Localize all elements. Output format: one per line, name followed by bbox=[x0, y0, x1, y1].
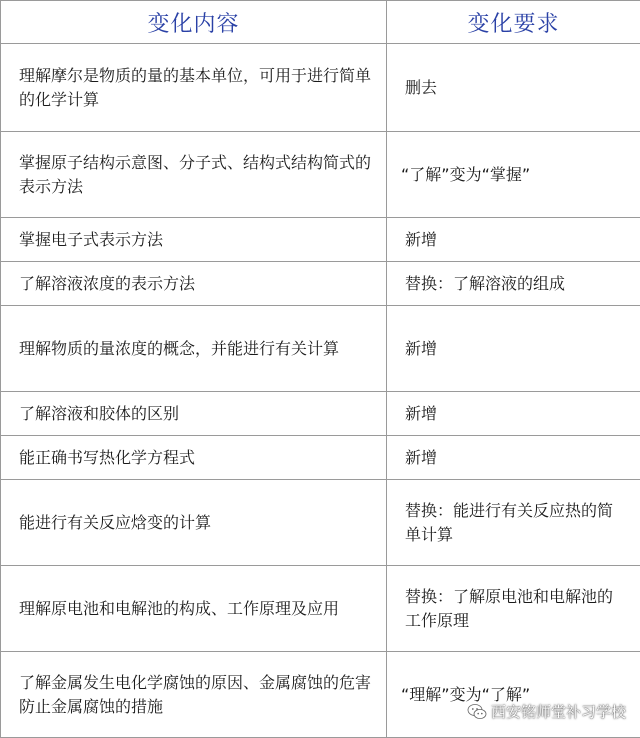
row-content: 理解原电池和电解池的构成、工作原理及应用 bbox=[1, 566, 387, 652]
row-requirement: “理解”变为“了解” bbox=[387, 652, 640, 738]
wechat-icon bbox=[467, 703, 487, 721]
row-content: 理解摩尔是物质的量的基本单位，可用于进行简单的化学计算 bbox=[1, 44, 387, 132]
row-requirement: 新增 bbox=[387, 436, 640, 480]
table-header-row bbox=[1, 1, 640, 44]
row-requirement: 新增 bbox=[387, 392, 640, 436]
table-row bbox=[1, 436, 640, 480]
row-content: 能正确书写热化学方程式 bbox=[1, 436, 387, 480]
table-row bbox=[1, 218, 640, 262]
watermark-text: 西安铭师堂补习学校 bbox=[491, 701, 626, 722]
table-row bbox=[1, 132, 640, 218]
row-requirement: 替换：能进行有关反应热的简单计算 bbox=[387, 480, 640, 566]
row-requirement: “了解”变为“掌握” bbox=[387, 132, 640, 218]
watermark bbox=[467, 701, 626, 722]
row-content: 能进行有关反应焓变的计算 bbox=[1, 480, 387, 566]
row-requirement: 新增 bbox=[387, 218, 640, 262]
row-content: 掌握原子结构示意图、分子式、结构式结构简式的表示方法 bbox=[1, 132, 387, 218]
table-row bbox=[1, 652, 640, 738]
row-content: 理解物质的量浓度的概念，并能进行有关计算 bbox=[1, 306, 387, 392]
table-row bbox=[1, 392, 640, 436]
row-content: 掌握电子式表示方法 bbox=[1, 218, 387, 262]
table-row bbox=[1, 262, 640, 306]
row-content: 了解溶液和胶体的区别 bbox=[1, 392, 387, 436]
table-row bbox=[1, 306, 640, 392]
row-requirement: 删去 bbox=[387, 44, 640, 132]
row-requirement: 新增 bbox=[387, 306, 640, 392]
table-row bbox=[1, 44, 640, 132]
row-requirement: 替换：了解原电池和电解池的工作原理 bbox=[387, 566, 640, 652]
row-content: 了解溶液浓度的表示方法 bbox=[1, 262, 387, 306]
header-change-requirement: 变化要求 bbox=[387, 1, 640, 44]
header-change-content: 变化内容 bbox=[1, 1, 387, 44]
row-requirement: 替换：了解溶液的组成 bbox=[387, 262, 640, 306]
table-row bbox=[1, 566, 640, 652]
table-row bbox=[1, 480, 640, 566]
row-content: 了解金属发生电化学腐蚀的原因、金属腐蚀的危害防止金属腐蚀的措施 bbox=[1, 652, 387, 738]
